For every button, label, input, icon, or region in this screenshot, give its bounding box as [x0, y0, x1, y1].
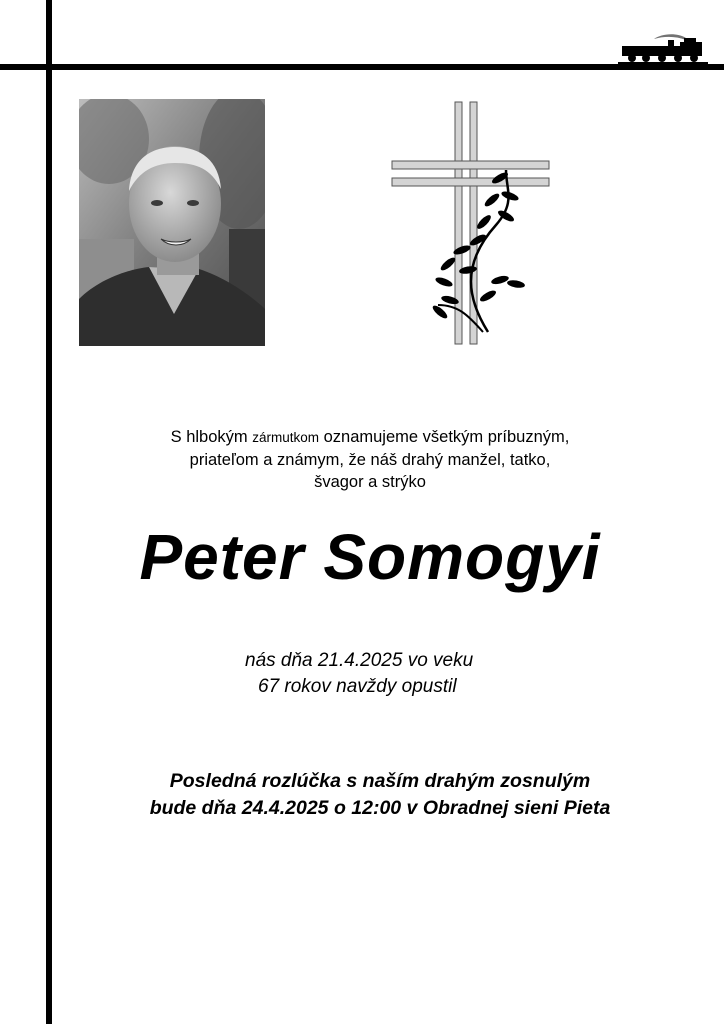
announcement-line-3: švagor a strýko	[314, 473, 426, 491]
announcement-text	[100, 426, 640, 493]
deceased-name: Peter Somogyi	[139, 521, 601, 593]
death-age-line: 67 rokov navždy opustil	[258, 676, 457, 697]
announcement-line-1: S hlbokým zármutkom oznamujeme všetkým príbuzným,	[170, 428, 570, 446]
vertical-border-line	[46, 0, 52, 1024]
portrait-photo	[79, 99, 265, 346]
funeral-line-2: bude dňa 24.4.2025 o 12:00 v Obradnej sieni Pieta	[149, 797, 611, 819]
announcement-line-2: priateľom a známym, že náš drahý manžel, tatko,	[189, 451, 551, 469]
locomotive-icon	[616, 30, 708, 64]
funeral-line-1: Posledná rozlúčka s naším drahým zosnulým	[169, 770, 591, 792]
funeral-info	[60, 768, 700, 822]
horizontal-border-line	[0, 64, 724, 70]
cross-with-laurel-icon	[388, 100, 553, 348]
death-date-line: nás dňa 21.4.2025 vo veku	[245, 650, 474, 671]
